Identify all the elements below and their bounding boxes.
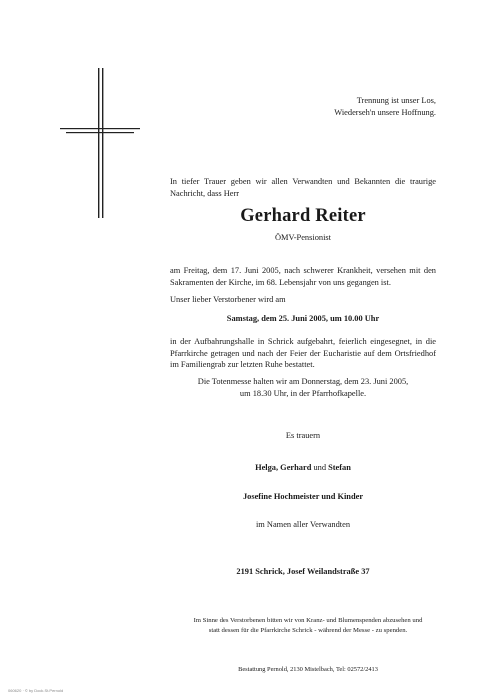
family-names: Helga, Gerhard — [255, 463, 312, 472]
margin-code: 060620 · © by Dock.St.Pernold — [8, 688, 64, 693]
donation-line-1: Im Sinne des Verstorbenen bitten wir von Kranz- und Blumenspenden abzusehen und — [193, 617, 423, 624]
deceased-occupation: ÖMV-Pensionist — [275, 233, 331, 242]
family-and: und — [313, 463, 327, 472]
motto-line-2: Wiederseh'n unsere Hoffnung. — [334, 108, 436, 117]
family-last: Stefan — [328, 463, 351, 472]
deceased-name: Gerhard Reiter — [240, 206, 366, 226]
funeral-intro: Unser lieber Verstorbener wird am — [170, 295, 286, 304]
mourners-family — [170, 462, 436, 473]
donation-line-2: statt dessen für die Pfarrkirche Schrick - während der Messe - zu spenden. — [208, 626, 408, 634]
mass-line-1: Die Totenmesse halten wir am Donnerstag, dem 23. Juni 2005, — [197, 377, 409, 386]
funeral-date: Samstag, dem 25. Juni 2005, um 10.00 Uhr — [226, 314, 380, 323]
intro-text: In tiefer Trauer geben wir allen Verwandten und Bekannten die traurige Nachricht, dass Herr — [170, 177, 436, 198]
mourners-others: im Namen aller Verwandten — [255, 520, 351, 529]
death-notice: am Freitag, dem 17. Juni 2005, nach schwerer Krankheit, versehen mit den Sakramenten der Kirche, im 68. Lebensjahr von uns gegangen ist. — [170, 266, 436, 287]
mourners-relatives: Josefine Hochmeister und Kinder — [242, 492, 364, 501]
motto-line-1: Trennung ist unser Los, — [356, 96, 436, 105]
cross-icon — [60, 68, 140, 218]
donation-note — [150, 616, 466, 635]
mourners-heading: Es trauern — [285, 431, 321, 440]
mass-notice — [170, 376, 436, 399]
undertaker-info: Bestattung Pernold, 2130 Mistelbach, Tel: 02572/2413 — [238, 666, 378, 673]
family-address: 2191 Schrick, Josef Weilandstraße 37 — [236, 567, 370, 576]
motto — [260, 95, 436, 119]
mass-line-2: um 18.30 Uhr, in der Pfarrhofkapelle. — [239, 388, 367, 398]
funeral-details: in der Aufbahrungshalle in Schrick aufgebahrt, feierlich eingesegnet, in die Pfarrkirche getragen und nach der Feier der Eucharistie auf dem Ortsfriedhof im Familiengrab zur letzten Ruhe bestattet. — [170, 337, 436, 369]
